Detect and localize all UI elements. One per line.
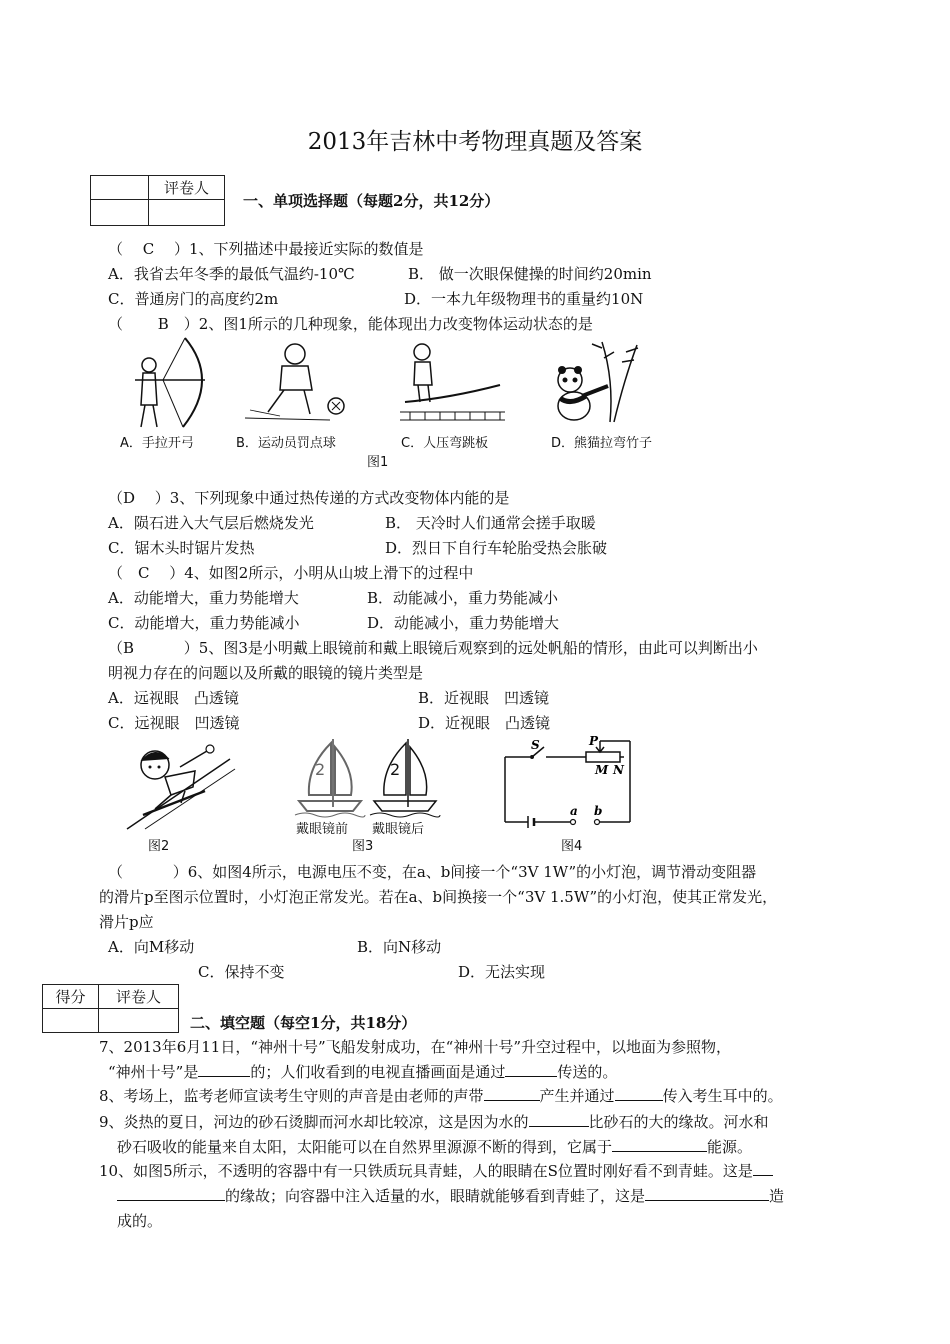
q10-line2 [117, 1186, 784, 1206]
q5-stem-line2: 明视力存在的问题以及所戴的眼镜的镜片类型是 [108, 664, 424, 682]
q6-line2: 的滑片p至图示位置时，小灯泡正常发光。若在a、b间换接一个“3V 1.5W”的小灯泡，使其正常发光， [99, 888, 778, 906]
q1-option-d: D．一本九年级物理书的重量约10N [404, 290, 644, 308]
q1-stem: （ C ）1、下列描述中最接近实际的数值是 [108, 240, 424, 258]
q9-blank-1[interactable] [529, 1112, 589, 1127]
q6-option-b: B．向N移动 [357, 938, 442, 956]
q9-text-c: 砂石吸收的能量来自太阳，太阳能可以在自然界里源源不断的得到，它属于 [117, 1138, 613, 1156]
fig2-label: 图2 [148, 839, 170, 854]
q8-line [99, 1086, 783, 1106]
q7-text-c: 传送的。 [557, 1063, 618, 1081]
page-title: 2013年吉林中考物理真题及答案 [307, 129, 643, 155]
q9-line1 [99, 1112, 769, 1132]
score-label: 得分 [43, 985, 99, 1009]
fig4-label: 图4 [561, 839, 583, 854]
q7-line2 [108, 1062, 617, 1082]
fig4-n-label: N [613, 763, 624, 777]
grader-cell-2[interactable] [99, 1009, 179, 1033]
fig4-circuit-diagram [500, 734, 635, 832]
fig4-slider-label: P [589, 734, 599, 748]
fig1-springboard-illustration [400, 340, 505, 425]
q6-option-d: D．无法实现 [458, 963, 546, 981]
fig3-sail-mark-2: 2 [390, 760, 401, 779]
fig1-caption-d: D．熊猫拉弯竹子 [551, 436, 653, 451]
fig1-caption-a: A．手拉开弓 [120, 436, 194, 451]
q9-text-b: 比砂石的大的缘故。河水和 [588, 1113, 769, 1131]
fig4-switch-label: S [531, 738, 540, 752]
grader-cell[interactable] [149, 200, 225, 226]
q5-option-b: B．近视眼 凹透镜 [418, 689, 550, 707]
q10-text-a: 10、如图5所示，不透明的容器中有一只铁质玩具青蛙，人的眼睛在S位置时刚好看不到青蛙。这是 [99, 1162, 753, 1180]
q10-blank-2[interactable] [645, 1186, 769, 1201]
q3-option-c: C．锯木头时锯片发热 [108, 539, 255, 557]
grader-label: 评卷人 [149, 176, 225, 200]
fig3-clear-boat-illustration [370, 737, 440, 817]
fig1-kicker-illustration [240, 340, 350, 425]
fig3-before-caption: 戴眼镜前 [296, 822, 349, 837]
q7-text-a: “神州十号”是 [108, 1063, 199, 1081]
q9-text-d: 能源。 [707, 1138, 753, 1156]
q10-text-c: 造 [769, 1187, 785, 1205]
fig3-sail-mark-1: 2 [315, 760, 326, 779]
q10-text-b: 的缘故；向容器中注入适量的水，眼睛就能够看到青蛙了，这是 [225, 1187, 646, 1205]
q3-option-b: B． 天冷时人们通常会搓手取暖 [385, 514, 596, 532]
grader-label-2: 评卷人 [99, 985, 179, 1009]
q10-line3: 成的。 [117, 1212, 163, 1230]
q10-blank-1[interactable] [117, 1186, 225, 1201]
q2-stem: （ B ）2、图1所示的几种现象，能体现出力改变物体运动状态的是 [108, 315, 593, 333]
q8-blank-1[interactable] [484, 1086, 540, 1101]
q10-blank-1-start[interactable] [753, 1161, 773, 1176]
section1-heading: 一、单项选择题（每题2分，共12分） [243, 192, 500, 210]
q7-blank-2[interactable] [505, 1062, 557, 1077]
q8-blank-2[interactable] [615, 1086, 663, 1101]
fig2-skier-illustration [125, 737, 235, 832]
fig3-after-caption: 戴眼镜后 [372, 822, 425, 837]
score-cell[interactable] [43, 1009, 99, 1033]
fig3-label: 图3 [352, 839, 374, 854]
q1-option-a: A．我省去年冬季的最低气温约-10℃ [108, 265, 355, 283]
score-box-2 [42, 984, 179, 1033]
grader-box-1 [90, 175, 225, 226]
q8-text-b: 产生并通过 [539, 1087, 615, 1105]
q4-stem: （ C ）4、如图2所示，小明从山坡上滑下的过程中 [108, 564, 474, 582]
section2-heading: 二、填空题（每空1分，共18分） [190, 1014, 417, 1032]
q6-option-c: C．保持不变 [198, 963, 285, 981]
q3-option-a: A．陨石进入大气层后燃烧发光 [108, 514, 314, 532]
q7-text-b: 的；人们收看到的电视直播画面是通过 [250, 1063, 506, 1081]
q1-option-c: C．普通房门的高度约2m [108, 290, 279, 308]
fig3-blurry-boat-illustration [295, 737, 365, 817]
q1-option-b: B． 做一次眼保健操的时间约20min [408, 265, 652, 283]
q4-option-b: B．动能减小，重力势能减小 [367, 589, 559, 607]
fig1-label: 图1 [367, 455, 389, 470]
fig1-archer-illustration [125, 335, 215, 430]
q9-line2 [117, 1137, 752, 1157]
fig1-caption-b: B．运动员罚点球 [236, 436, 336, 451]
fig1-caption-c: C．人压弯跳板 [401, 436, 489, 451]
fig4-b-label: b [594, 804, 603, 818]
q4-option-a: A．动能增大，重力势能增大 [108, 589, 299, 607]
fig4-a-label: a [570, 804, 578, 818]
q10-line1 [99, 1161, 773, 1181]
q4-option-c: C．动能增大，重力势能减小 [108, 614, 300, 632]
q5-stem-line1: （B ）5、图3是小明戴上眼镜前和戴上眼镜后观察到的远处帆船的情形，由此可以判断出小 [108, 639, 758, 657]
fig1-panda-illustration [552, 340, 642, 425]
q5-option-d: D．近视眼 凸透镜 [418, 714, 551, 732]
q3-stem: （D ）3、下列现象中通过热传递的方式改变物体内能的是 [108, 489, 510, 507]
q4-option-d: D．动能减小，重力势能增大 [367, 614, 560, 632]
q6-option-a: A．向M移动 [108, 938, 195, 956]
q9-blank-2[interactable] [612, 1137, 707, 1152]
q7-blank-1[interactable] [198, 1062, 250, 1077]
q5-option-a: A．远视眼 凸透镜 [108, 689, 239, 707]
q8-text-c: 传入考生耳中的。 [662, 1087, 783, 1105]
q6-line3: 滑片p应 [99, 913, 154, 931]
q8-text-a: 8、考场上，监考老师宣读考生守则的声音是由老师的声带 [99, 1087, 484, 1105]
q6-line1: （ ）6、如图4所示，电源电压不变，在a、b间接一个“3V 1W”的小灯泡，调节滑动变阻器 [108, 863, 757, 881]
fig4-m-label: M [595, 763, 609, 777]
q7-line1: 7、2013年6月11日，“神州十号”飞船发射成功，在“神州十号”升空过程中，以地面为参照物， [99, 1038, 732, 1056]
q3-option-d: D．烈日下自行车轮胎受热会胀破 [385, 539, 608, 557]
q5-option-c: C．远视眼 凹透镜 [108, 714, 240, 732]
q9-text-a: 9、炎热的夏日，河边的砂石烫脚而河水却比较凉，这是因为水的 [99, 1113, 529, 1131]
